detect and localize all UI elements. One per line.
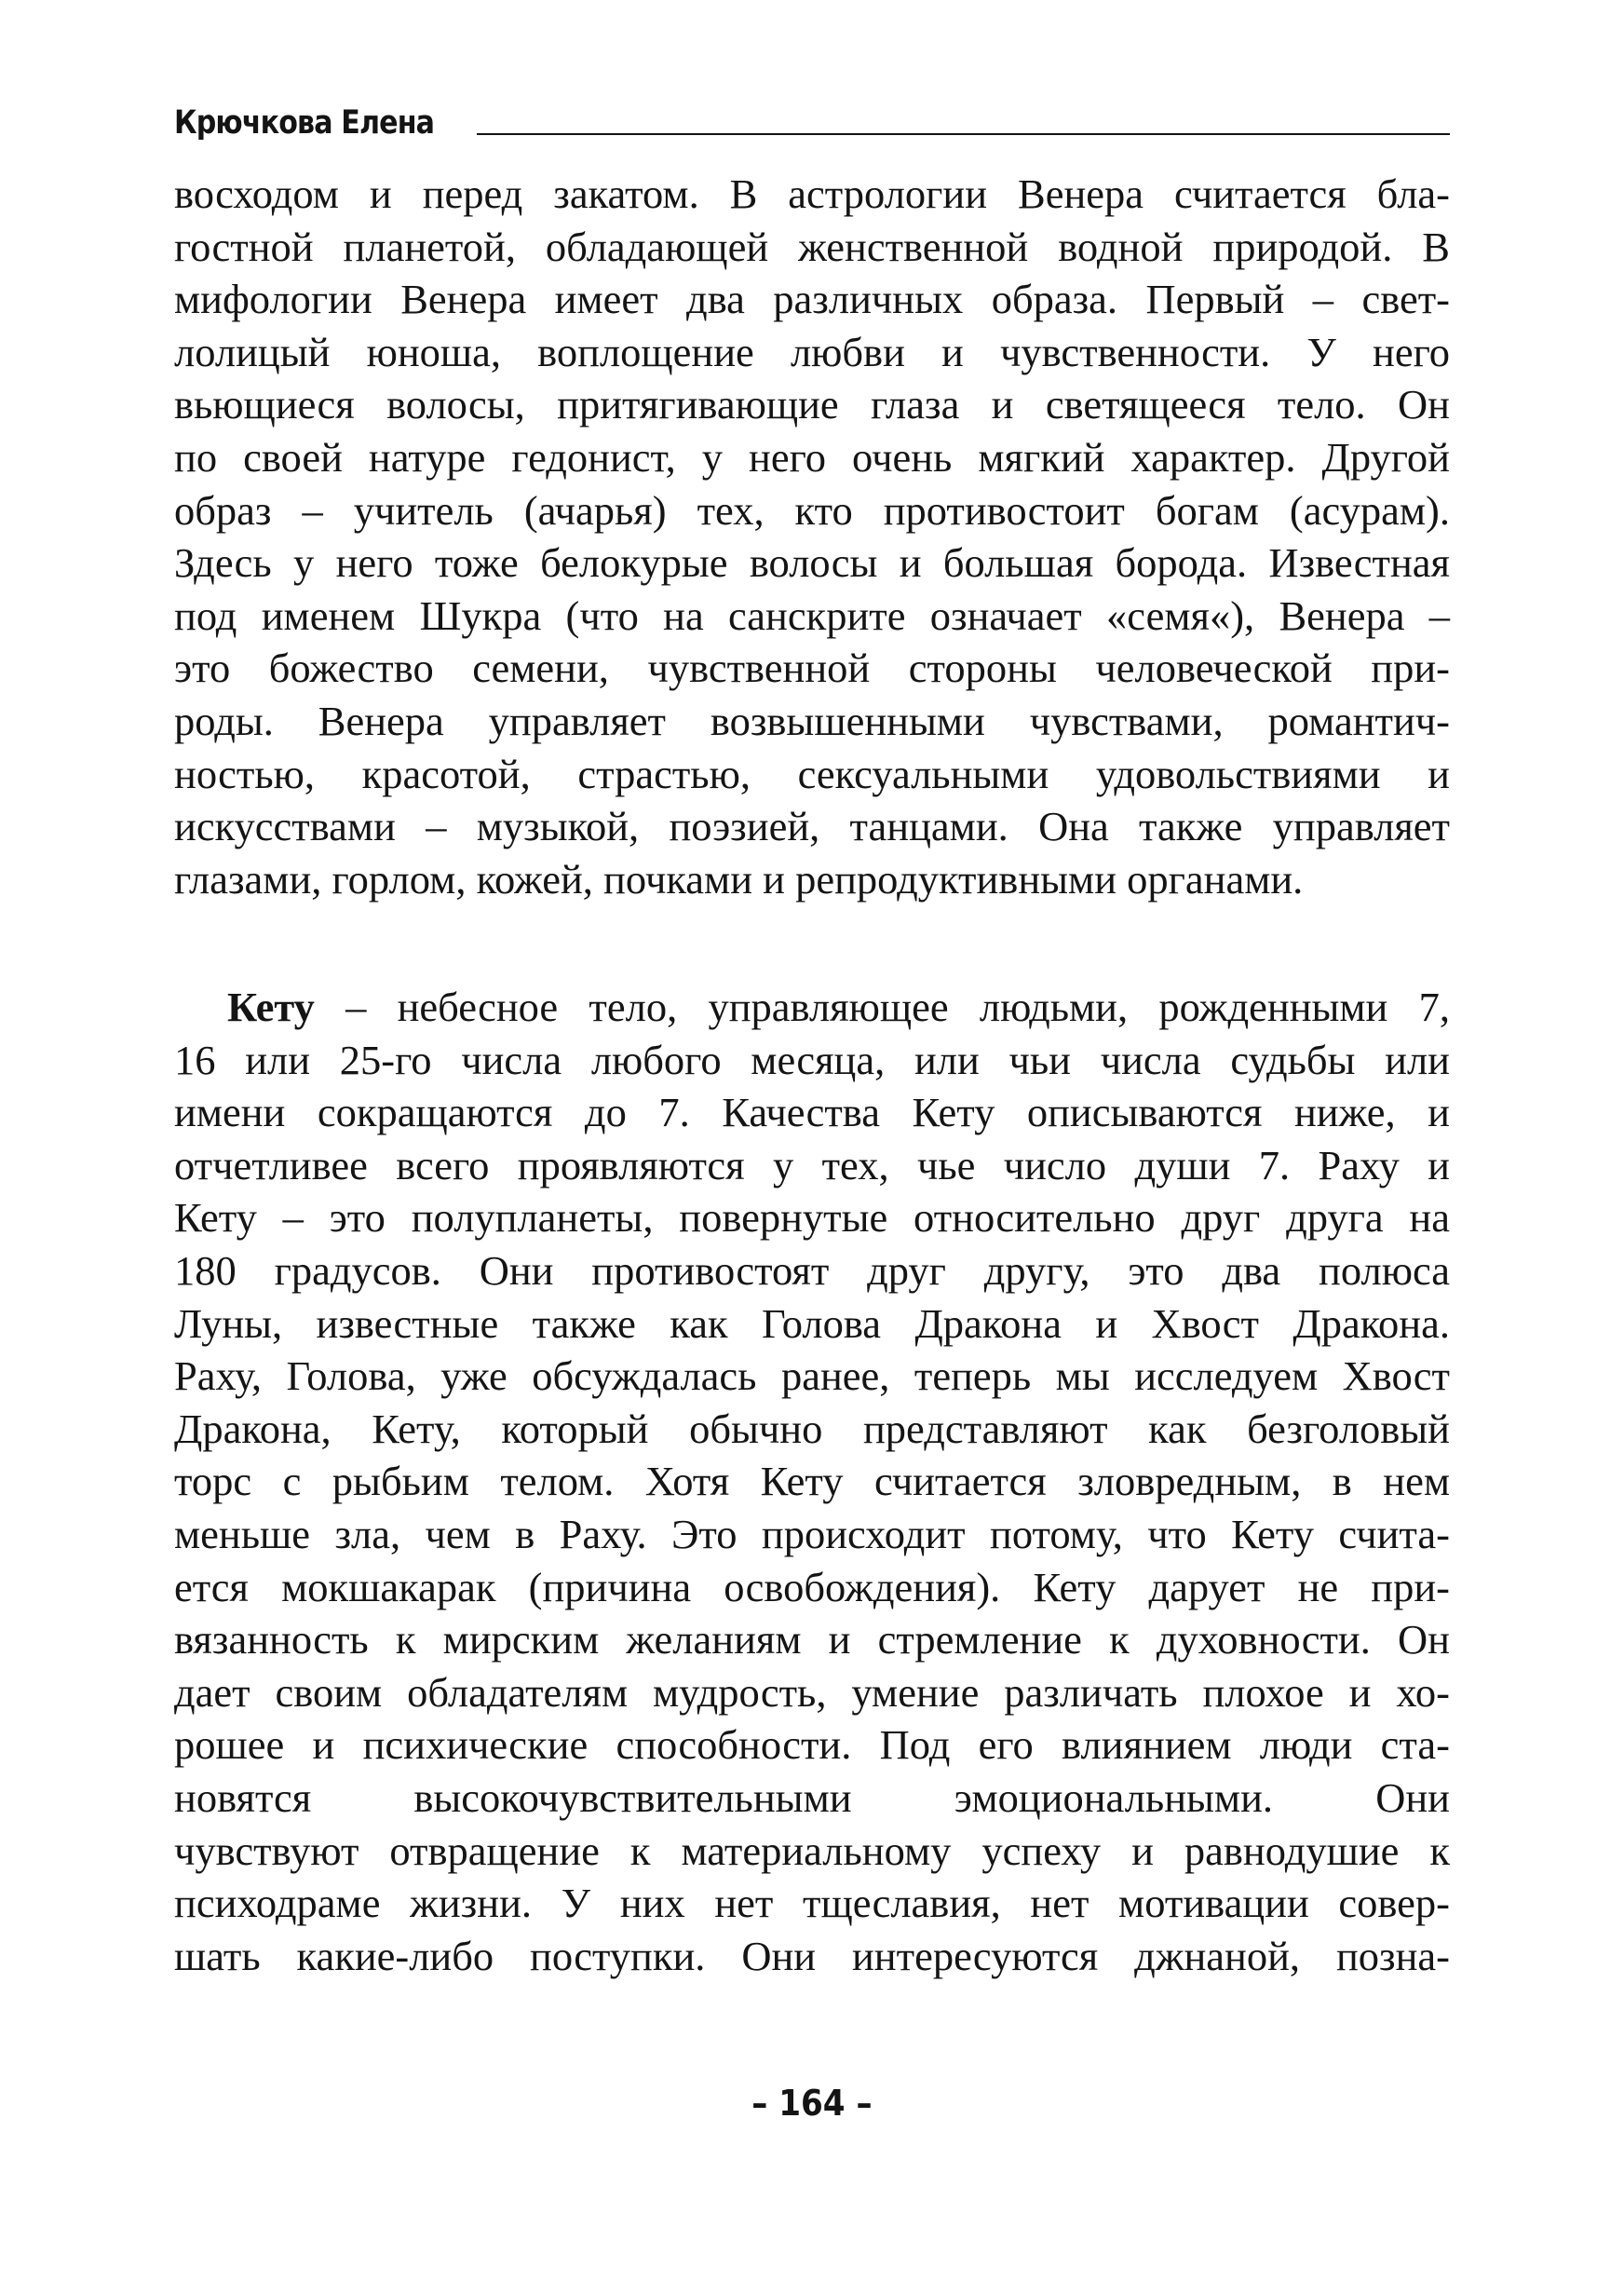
- text-line: гостной планетой, обладающей женственной водной природой. В: [174, 223, 1450, 270]
- text-line: ется мокшакарак (причина освобождения). Кету дарует не при-: [174, 1563, 1450, 1610]
- page-number-text: – 164 –: [751, 2083, 873, 2124]
- text-line: шать какие-либо поступки. Они интересуются джнаной, позна-: [174, 1932, 1450, 1979]
- text-line: роды. Венера управляет возвышенными чувствами, романтич-: [174, 697, 1450, 744]
- text-line-first: [174, 981, 1450, 1034]
- term-ketu: Кету: [227, 984, 315, 1030]
- header-rule: [477, 133, 1450, 135]
- text-line: вязанность к мирским желаниям и стремление к духовности. Он: [174, 1616, 1450, 1664]
- text-line: 180 градусов. Они противостоят друг другу, это два полюса: [174, 1246, 1450, 1294]
- text-line: вьющиеся волосы, притягивающие глаза и светящееся тело. Он: [174, 381, 1450, 428]
- paragraph-ketu: [174, 981, 1450, 1982]
- text-line: Луны, известные также как Голова Дракона и Хвост Дракона.: [174, 1299, 1450, 1347]
- text-line: чувствуют отвращение к материальному успеху и равнодушие к: [174, 1826, 1450, 1874]
- text-line: Здесь у него тоже белокурые волосы и большая борода. Известная: [174, 539, 1450, 587]
- text-line: Раху, Голова, уже обсуждалась ранее, теперь мы исследуем Хвост: [174, 1352, 1450, 1400]
- text-line: рошее и психические способности. Под его влиянием люди ста-: [174, 1721, 1450, 1769]
- page-number: [0, 2083, 1624, 2124]
- paragraph-venus: [174, 168, 1450, 905]
- text-line: ностью, красотой, страстью, сексуальными удовольствиями и: [174, 750, 1450, 797]
- text-line: искусствами – музыкой, поэзией, танцами. Она также управляет: [174, 803, 1450, 850]
- text-line: меньше зла, чем в Раху. Это происходит потому, что Кету счита-: [174, 1510, 1450, 1557]
- text-line: дает своим обладателям мудрость, умение различать плохое и хо-: [174, 1668, 1450, 1716]
- running-head: [174, 99, 1450, 155]
- text-line: торс с рыбьим телом. Хотя Кету считается зловредным, в нем: [174, 1458, 1450, 1505]
- text-line: по своей натуре гедонист, у него очень мягкий характер. Другой: [174, 433, 1450, 481]
- text-line: образ – учитель (ачарья) тех, кто противостоит богам (асурам).: [174, 486, 1450, 534]
- text-line: новятся высокочувствительными эмоциональными. Они: [174, 1773, 1450, 1821]
- text-line: это божество семени, чувственной стороны человеческой при-: [174, 645, 1450, 692]
- text-line: мифологии Венера имеет два различных образа. Первый – свет-: [174, 276, 1450, 323]
- text-line: под именем Шукра (что на санскрите означает «семя«), Венера –: [174, 591, 1450, 639]
- author-name: Крючкова Елена: [174, 104, 435, 142]
- text-line: Кету – это полупланеты, повернутые относительно друг друга на: [174, 1194, 1450, 1242]
- text-line: Дракона, Кету, который обычно представляют как безголовый: [174, 1405, 1450, 1452]
- text-line: глазами, горлом, кожей, почками и репродуктивными органами.: [174, 855, 1304, 903]
- text-line: лолицый юноша, воплощение любви и чувственности. У него: [174, 328, 1450, 375]
- text-line: восходом и перед закатом. В астрологии Венера считается бла-: [174, 170, 1450, 217]
- text-line: имени сокращаются до 7. Качества Кету описываются ниже, и: [174, 1089, 1450, 1136]
- text-line: психодраме жизни. У них нет тщеславия, нет мотивации совер-: [174, 1880, 1450, 1927]
- text-line-rest: – небесное тело, управляющее людьми, рожденными 7,: [314, 984, 1450, 1030]
- text-line: отчетливее всего проявляются у тех, чье число души 7. Раху и: [174, 1141, 1450, 1188]
- text-line: 16 или 25-го числа любого месяца, или чьи числа судьбы или: [174, 1036, 1450, 1083]
